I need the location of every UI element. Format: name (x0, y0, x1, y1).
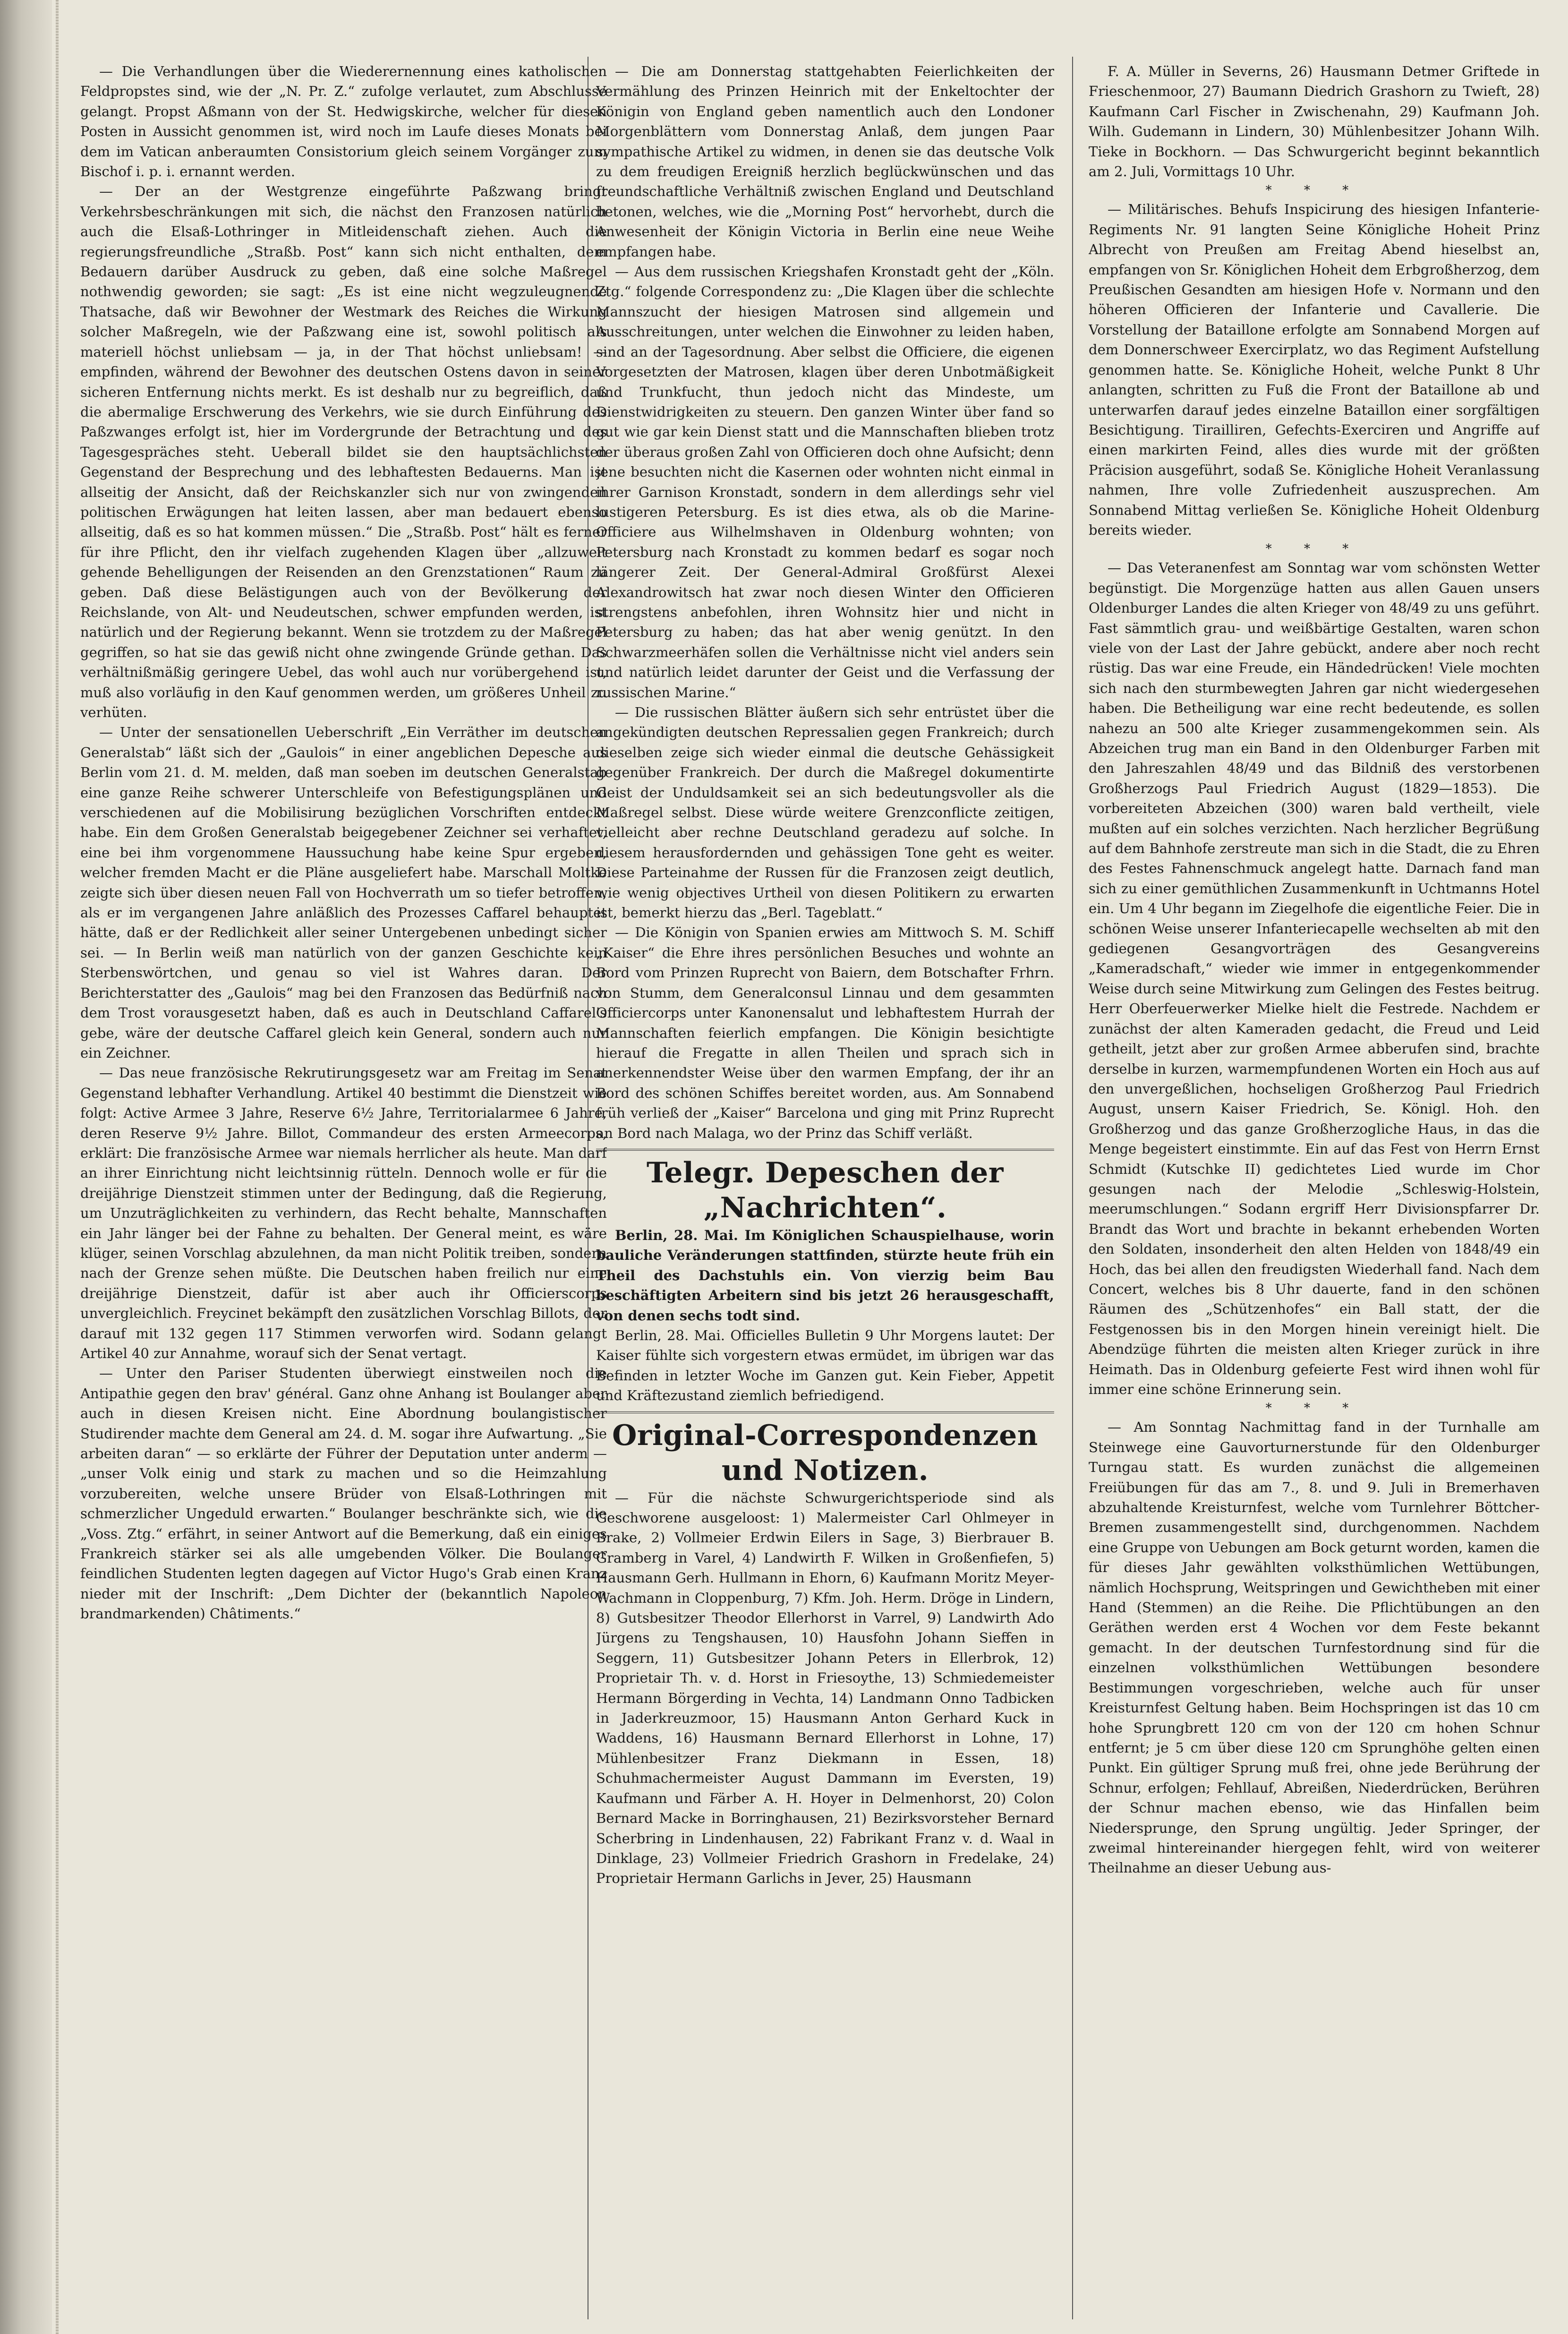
article-koenigin-spanien: — Die Königin von Spanien erwies am Mittwoch S. M. Schiff „Kaiser“ die Ehre ihres persönlichen Besuches und wohnte an Bord vom Prinzen Ruprecht von Baiern, dem Botschafter Frhrn. von Stumm, dem Generalconsul Linnau und dem gesammten Officiercorps unter Kanonensalut und lebhaftestem Hurrah der Mannschaften feierlich empfangen. Die Königin besichtigte hierauf die Fregatte in allen Theilen und sprach sich in anerkennendster Weise über den warmen Empfang, der ihr an Bord des schönen Schiffes bereitet worden, aus. Am Sonnabend früh verließ der „Kaiser“ Barcelona und ging mit Prinz Ruprecht an Bord nach Malaga, wo der Prinz das Schiff verläßt. (596, 924, 1054, 1141)
article-vermaehlung: — Die am Donnerstag stattgehabten Feierlichkeiten der Vermählung des Prinzen Heinrich mit der Enkeltochter der Königin von England geben namentlich auch den Londoner Morgenblättern vom Donnerstag Anlaß, dem jungen Paar sympathische Artikel zu widmen, in denen sie das deutsche Volk zu dem freudigen Ereigniß herzlich beglückwünschen und das freundschaftliche Verhältniß zwischen England und Deutschland betonen, welches, wie die „Morning Post“ hervorhebt, durch die Anwesenheit der Königin Victoria in Berlin eine neue Weihe empfangen habe. (596, 63, 1054, 260)
section-heading-correspondenzen: Original-Correspondenzen und Notizen. (612, 1419, 1038, 1487)
asterism-separator: * * * (1265, 183, 1363, 198)
column-3 (1089, 61, 1540, 2310)
section-divider (596, 1411, 1054, 1413)
column-1 (80, 61, 607, 2310)
column-2 (596, 61, 1054, 2310)
article-pariser-studenten: — Unter den Pariser Studenten überwiegt einstweilen noch die Antipathie gegen den brav' général. Ganz ohne Anhang ist Boulanger aber auch in diesen Kreisen nicht. Eine Abordnung boulangistischer Studirender machte dem General am 24. d. M. sogar ihre Aufwartung. „Sie arbeiten daran“ — so erklärte der Führer der Deputation unter anderm — „unser Volk einig und stark zu machen und so die Heimzahlung vorzubereiten, welche unsere Brüder von Elsaß-Lothringen mit schmerzlicher Ungeduld erwarten.“ Boulanger beschränkte sich, wie die „Voss. Ztg.“ erfährt, in seiner Antwort auf die Bemerkung, daß ein einiges Frankreich stärker sei als alle umgebenden Völker. Die Boulanger feindlichen Studenten legten dagegen auf Victor Hugo's Grab einen Kranz nieder mit der Inschrift: „Dem Dichter der (bekanntlich Napoleon brandmarkenden) Châtiments.“ (80, 1365, 607, 1622)
article-gauvorturnerstunde: — Am Sonntag Nachmittag fand in der Turnhalle am Steinwege eine Gauvorturnerstunde für den Oldenburger Turngau statt. Es wurden zunächst die allgemeinen Freiübungen für das am 7., 8. und 9. Juli in Bremerhaven abzuhaltende Kreisturnfest, welche vom Turnlehrer Böttcher-Bremen zusammengestellt sind, durchgenommen. Nachdem eine Gruppe von Uebungen am Bock geturnt worden, kamen die für dieses Jahr gewählten volksthümlichen Wettübungen, nämlich Hochsprung, Weitspringen und Gewichtheben mit einer Hand (Stemmen) an die Reihe. Die Pflichtübungen an den Geräthen werden erst 4 Wochen vor dem Feste bekannt gemacht. In der deutschen Turnfestordnung sind für die einzelnen volksthümlichen Wettübungen besondere Bestimmungen vorgeschrieben, welche auch für unser Kreisturnfest Geltung haben. Beim Hochspringen ist das 10 cm hohe Sprungbrett 120 cm von der 120 cm hohen Schnur entfernt; je 5 cm über diese 120 cm Sprunghöhe gelten einen Punkt. Ein gültiger Sprung muß frei, ohne jede Berührung der Schnur, erfolgen; Fehllauf, Abreißen, Niederdrücken, Berühren der Schnur machen ebenso, wie das Hinfallen beim Niedersprunge, den Sprung ungültig. Jeder Springer, der zweimal hintereinander hiergegen fehlt, wird von weiterer Theilnahme an dieser Uebung aus- (1089, 1419, 1540, 1876)
asterism-separator: * * * (1265, 1401, 1363, 1416)
section-divider (596, 1149, 1054, 1151)
page-edges (56, 0, 59, 2334)
article-militaerisches: — Militärisches. Behufs Inspicirung des hiesigen Infanterie-Regiments Nr. 91 langten Seine Königliche Hoheit Prinz Albrecht von Preußen am Freitag Abend hieselbst an, empfangen von Sr. Königlichen Hoheit dem Erbgroßherzog, dem Preußischen Gesandten am hiesigen Hofe v. Normann und den höheren Officieren der Infanterie und Cavallerie. Die Vorstellung der Bataillone erfolgte am Sonnabend Morgen auf dem Donnerschweer Exercirplatz, wo das Regiment Aufstellung genommen hatte. Se. Königliche Hoheit, welche Punkt 8 Uhr anlangten, schritten zu Fuß die Front der Bataillone ab und unterwarfen darauf jedes einzelne Bataillon einer sorgfältigen Besichtigung. Tirailliren, Gefechts-Exerciren und Angriffe auf einen markirten Feind, alles dies wurde mit der größten Präcision ausgeführt, sodaß Se. Königliche Hoheit Veranlassung nahmen, Ihre volle Zufriedenheit auszusprechen. Am Sonnabend Mittag verließen Se. Königliche Hoheit Oldenburg bereits wieder. (1089, 201, 1540, 538)
telegram-schauspielhaus: Berlin, 28. Mai. Im Königlichen Schauspielhause, worin bauliche Veränderungen stattfinden, stürzte heute früh ein Theil des Dachstuhls ein. Von vierzig beim Bau beschäftigten Arbeitern sind bis jetzt 26 herausgeschafft, von denen sechs todt sind. (596, 1227, 1054, 1324)
article-geschworene-cont: F. A. Müller in Severns, 26) Hausmann Detmer Griftede in Frieschenmoor, 27) Baumann Diedrich Grashorn zu Twieft, 28) Kaufmann Carl Fischer in Zwischenahn, 29) Kaufmann Joh. Wilh. Gudemann in Lindern, 30) Mühlenbesitzer Johann Wilh. Tieke in Bockhorn. — Das Schwurgericht beginnt bekanntlich am 2. Juli, Vormittags 10 Uhr. (1089, 63, 1540, 180)
binding-gutter (0, 0, 52, 2334)
section-heading-depeschen: Telegr. Depeschen der „Nachrichten“. (647, 1156, 1004, 1224)
article-westgrenze: — Der an der Westgrenze eingeführte Paßzwang bringt Verkehrsbeschränkungen mit sich, die nächst den Franzosen natürlich auch die Elsaß-Lothringer in Mitleidenschaft ziehen. Auch die regierungsfreundliche „Straßb. Post“ kann sich nicht enthalten, dem Bedauern darüber Ausdruck zu geben, daß eine solche Maßregel nothwendig geworden; sie sagt: „Es ist eine nicht wegzuleugnende Thatsache, daß wir Bewohner der Westmark des Reiches die Wirkung solcher Maßregeln, wie der Paßzwang eine ist, sowohl politisch als materiell höchst unliebsam — ja, in der That höchst unliebsam! — empfinden, während der Bewohner des deutschen Ostens davon in seiner sicheren Entfernung nichts merkt. Es ist deshalb nur zu begreiflich, daß die abermalige Erschwerung des Verkehrs, wie sie durch Einführung des Paßzwanges erfolgt ist, hier im Vordergrunde der Betrachtung und des Tagesgespräches steht. Ueberall bildet sie den hauptsächlichsten Gegenstand der Besprechung und des lebhaftesten Bedauerns. Man ist allseitig der Ansicht, daß der Reichskanzler sich nur von zwingenden politischen Erwägungen hat leiten lassen, aber man bedauert ebenso allseitig, daß es so hat kommen müssen.“ Die „Straßb. Post“ hält es ferner für ihre Pflicht, den ihr vielfach zugehenden Klagen über „allzuweit gehende Behelligungen der Reisenden an den Grenzstationen“ Raum zu geben. Daß diese Belästigungen auch von der Bevölkerung der Reichslande, von Alt- und Neudeutschen, schwer empfunden werden, ist natürlich und der Regierung bekannt. Wenn sie trotzdem zu der Maßregel gegriffen, so hat sie das gewiß nicht ohne zwingende Gründe gethan. Das verhältnißmäßig geringere Uebel, das wohl auch nur vorübergehend ist, muß also vorläufig in den Kauf genommen werden, um größeres Unheil zu verhüten. (80, 183, 607, 720)
article-feldpropst: — Die Verhandlungen über die Wiederernennung eines katholischen Feldpropstes sind, wie der „N. Pr. Z.“ zufolge verlautet, zum Abschlusse gelangt. Propst Aßmann von der St. Hedwigskirche, welcher für diesen Posten in Aussicht genommen ist, wird noch im Laufe dieses Monats bei dem im Vatican anberaumten Consistorium gleich seinem Vorgänger zum Bischof i. p. i. ernannt werden. (80, 63, 607, 180)
article-veteranenfest: — Das Veteranenfest am Sonntag war vom schönsten Wetter begünstigt. Die Morgenzüge hatten aus allen Gauen unsers Oldenburger Landes die alten Krieger von 48/49 zu uns geführt. Fast sämmtlich grau- und weißbärtige Gestalten, waren schon viele von der Last der Jahre gebückt, andere aber noch recht rüstig. Das war eine Freude, ein Händedrücken! Viele mochten sich nach den sturmbewegten Jahren gar nicht wiedergesehen haben. Die Betheiligung war eine recht bedeutende, es sollen nahezu an 500 alte Krieger zusammengekommen sein. Als Abzeichen trug man ein Band in den Oldenburger Farben mit den Jahreszahlen 48/49 und das Bildniß des verstorbenen Großherzogs Paul Friedrich August (1829—1853). Die vorbereiteten Abzeichen (300) waren bald vertheilt, viele mußten auf ein solches verzichten. Nach herzlicher Begrüßung auf dem Bahnhofe zerstreute man sich in die Stadt, die zu Ehren des Festes Fahnenschmuck angelegt hatte. Darnach fand man sich zu einer gemüthlichen Zusammenkunft in Uchtmanns Hotel ein. Um 4 Uhr begann im Ziegelhofe die eigentliche Feier. Die in schönen Weise unserer Infanteriecapelle wechselten ab mit den gediegenen Gesangvorträgen des Gesangvereins „Kameradschaft,“ wieder wie immer in entgegenkommender Weise durch seine Mitwirkung zum Gelingen des Festes beitrug. Herr Oberfeuerwerker Mielke hielt die Festrede. Nachdem er zunächst der alten Kameraden gedacht, die Freud und Leid getheilt, jetzt aber zur großen Armee abberufen sind, brachte derselbe in kurzen, warmempfundenen Worten ein Hoch aus auf den unvergeßlichen, hochseligen Großherzog Paul Friedrich August, unsern Kaiser Friedrich, Se. Königl. Hoh. den Großherzog und das ganze Großherzogliche Haus, in das die Menge begeistert einstimmte. Ein auf das Fest von Herrn Ernst Schmidt (Kutschke II) gedichtetes Lied wurde im Chor gesungen nach der Melodie „Schleswig-Holstein, meerumschlungen.“ Sodann ergriff Herr Divisionspfarrer Dr. Brandt das Wort und brachte in bekannt erhebenden Worten den Soldaten, insonderheit den alten Helden von 1848/49 ein Hoch, das bei allen den freudigsten Wiederhall fand. Nach dem Concert, welches bis 8 Uhr dauerte, fand in den schönen Räumen des „Schützenhofes“ ein Ball statt, der die Festgenossen bis in den Morgen hinein vereinigt hielt. Die Abendzüge führten die meisten alten Krieger zurück in ihre Heimath. Das in Oldenburg gefeierte Fest wird ihnen wohl für immer eine schöne Erinnerung sein. (1089, 560, 1540, 1397)
article-kronstadt: — Aus dem russischen Kriegshafen Kronstadt geht der „Köln. Ztg.“ folgende Correspondenz zu: „Die Klagen über die schlechte Mannszucht der hiesigen Matrosen sind allgemein und Ausschreitungen, unter welchen die Einwohner zu leiden haben, sind an der Tagesordnung. Aber selbst die Officiere, die eigenen Vorgesetzten der Matrosen, klagen über deren Unbotmäßigkeit und Trunkfucht, thun jedoch nicht das Mindeste, um Dienstwidrigkeiten zu steuern. Den ganzen Winter über fand so gut wie gar kein Dienst statt und die Mannschaften blieben trotz der überaus großen Zahl von Officieren doch ohne Aufsicht; denn jene besuchten nicht die Kasernen oder wohnten nicht einmal in ihrer Garnison Kronstadt, sondern in dem allerdings sehr viel lustigeren Petersburg. Es ist dies etwa, als ob die Marine-Officiere aus Wilhelmshaven in Oldenburg wohnten; von Petersburg nach Kronstadt zu kommen bedarf es sogar noch längerer Zeit. Der General-Admiral Großfürst Alexei Alexandrowitsch hat zwar noch diesen Winter den Officieren strengstens anbefohlen, ihren Wohnsitz hier und nicht in Petersburg zu haben; das hat aber wenig genützt. In den Schwarzmeerhäfen sollen die Verhältnisse nicht viel anders sein und natürlich leidet darunter der Geist und die Verfassung der russischen Marine.“ (596, 264, 1054, 701)
article-geschworene: — Für die nächste Schwurgerichtsperiode sind als Geschworene ausgeloost: 1) Malermeister Carl Ohlmeyer in Brake, 2) Vollmeier Erdwin Eilers in Sage, 3) Bierbrauer B. Gramberg in Varel, 4) Landwirth F. Wilken in Großenfiefen, 5) Hausmann Gerh. Hullmann in Ehorn, 6) Kaufmann Moritz Meyer-Wachmann in Cloppenburg, 7) Kfm. Joh. Herm. Dröge in Lindern, 8) Gutsbesitzer Theodor Ellerhorst in Varrel, 9) Landwirth Ado Jürgens zu Tengshausen, 10) Hausfohn Johann Sieffen in Seggern, 11) Gutsbesitzer Johann Peters in Ellerbrok, 12) Proprietair Th. v. d. Horst in Friesoythe, 13) Schmiedemeister Hermann Börgerding in Vechta, 14) Landmann Onno Tadbicken in Jaderkreuzmoor, 15) Hausmann Anton Gerhard Kuck in Waddens, 16) Hausmann Bernard Ellerhorst in Lohne, 17) Mühlenbesitzer Franz Diekmann in Essen, 18) Schuhmachermeister August Dammann im Eversten, 19) Kaufmann und Färber A. H. Hoyer in Delmenhorst, 20) Colon Bernard Macke in Borringhausen, 21) Bezirksvorsteher Bernard Scherbring in Lindenhausen, 22) Fabrikant Franz v. d. Waal in Dinklage, 23) Vollmeier Friedrich Grashorn in Fredelake, 24) Proprietair Hermann Garlichs in Jever, 25) Hausmann (596, 1489, 1054, 1887)
telegram-bulletin: Berlin, 28. Mai. Officielles Bulletin 9 Uhr Morgens lautet: Der Kaiser fühlte sich vorgestern etwas ermüdet, im übrigen war das Befinden in letzter Woche im Ganzen gut. Kein Fieber, Appetit und Kräftezustand ziemlich befriedigend. (596, 1327, 1054, 1404)
article-generalstab: — Unter der sensationellen Ueberschrift „Ein Verräther im deutschen Generalstab“ läßt sich der „Gaulois“ in einer angeblichen Depesche aus Berlin vom 21. d. M. melden, daß man soeben im deutschen Generalstab eine ganze Reihe schwerer Unterschleife von Befestigungsplänen und verschiedenen auf die Mobilisirung bezüglichen Vorschriften entdeckt habe. Ein dem Großen Generalstab beigegebener Zeichner sei verhaftet, eine bei ihm vorgenommene Haussuchung habe keine Spur ergeben, welcher fremden Macht er die Pläne ausgeliefert habe. Marschall Moltke zeigte sich über diesen neuen Fall von Hochverrath um so tiefer betroffen, als er im vergangenen Jahre anläßlich des Prozesses Caffarel behauptet hätte, daß er der Redlichkeit aller seiner Untergebenen unbedingt sicher sei. — In Berlin weiß man natürlich von der ganzen Geschichte kein Sterbenswörtchen, und genau so viel ist Wahres daran. Der Berichterstatter des „Gaulois“ mag bei den Franzosen das Bedürfniß nach dem Trost vorausgesetzt haben, daß es auch in Deutschland Caffarel's gebe, wäre der deutsche Caffarel gleich kein General, sondern auch nur ein Zeichner. (80, 724, 607, 1061)
asterism-separator: * * * (1265, 542, 1363, 556)
article-rekrutirungsgesetz: — Das neue französische Rekrutirungsgesetz war am Freitag im Senat Gegenstand lebhafter Verhandlung. Artikel 40 bestimmt die Dienstzeit wie folgt: Active Armee 3 Jahre, Reserve 6½ Jahre, Territorialarmee 6 Jahre, deren Reserve 9½ Jahre. Billot, Commandeur des ersten Armeecorps, erklärt: Die französische Armee war niemals herrlicher als heute. Man darf an ihrer Einrichtung nicht leichtsinnig rütteln. Dennoch wolle er für die dreijährige Dienstzeit stimmen unter der Bedingung, daß die Regierung, um Unzuträglichkeiten zu verhindern, das Recht behalte, Mannschaften ein Jahr länger bei der Fahne zu behalten. Der General meint, es wäre klüger, seinen Vorschlag abzulehnen, da man nicht Politik treiben, sondern nach der Grenze sehen müßte. Die Deutschen haben freilich nur eine dreijährige Dienstzeit, dafür ist aber auch ihr Officierscorps unvergleichlich. Freycinet bekämpft den zusätzlichen Vorschlag Billots, der darauf mit 132 gegen 117 Stimmen verworfen wird. Sodann gelangt Artikel 40 zur Annahme, worauf sich der Senat vertagt. (80, 1065, 607, 1361)
column-rule-2 (1072, 57, 1073, 2319)
article-russische-blaetter: — Die russischen Blätter äußern sich sehr entrüstet über die angekündigten deutschen Repressalien gegen Frankreich; durch dieselben zeige sich wieder einmal die deutsche Gehässigkeit gegenüber Frankreich. Der durch die Maßregel dokumentirte Geist der Unduldsamkeit sei an sich bedeutungsvoller als die Maßregel selbst. Diese würde weitere Grenzconflicte zeitigen, vielleicht aber rechne Deutschland geradezu auf solche. In diesem herausfordernden und gehässigen Tone geht es weiter. Diese Parteinahme der Russen für die Franzosen zeigt deutlich, wie wenig objectives Urtheil von diesen Politikern zu erwarten ist, bemerkt hierzu das „Berl. Tageblatt.“ (596, 704, 1054, 921)
